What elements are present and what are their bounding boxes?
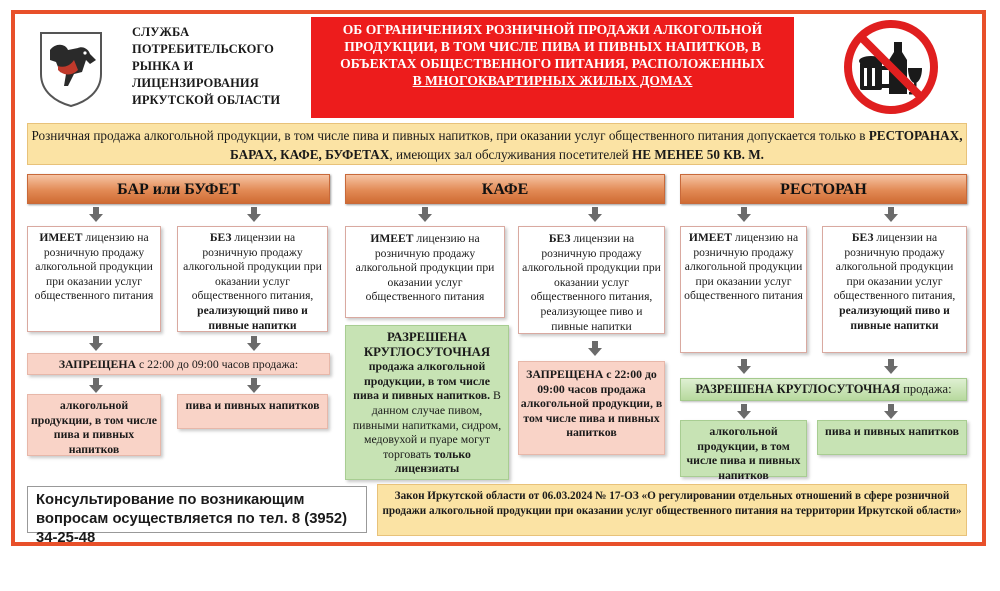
intro-area: НЕ МЕНЕЕ 50 КВ. М. xyxy=(632,147,764,162)
arrow-down-icon xyxy=(884,207,898,222)
arrow-down-icon xyxy=(89,336,103,351)
coat-of-arms-icon xyxy=(38,30,104,108)
cafe-ban: ЗАПРЕЩЕНА с 22:00 до 09:00 часов продажа алкогольной продукции, в том числе пива и пивных напитков xyxy=(518,361,665,455)
cafe-allowed: РАЗРЕШЕНА КРУГЛОСУТОЧНАЯ продажа алкогольной продукции, в том числе пива и пивных напитков. В данном случае пивом, пивными напитками, сидром, медовухой и пуаре могут торговать только лицензиаты xyxy=(345,325,509,480)
heading-restaurant: РЕСТОРАН xyxy=(680,174,967,204)
arrow-down-icon xyxy=(89,378,103,393)
arrow-down-icon xyxy=(247,378,261,393)
intro-places: РЕСТОРАНАХ, БАРАХ, КАФЕ, БУФЕТАХ xyxy=(230,128,963,162)
arrow-down-icon xyxy=(737,404,751,419)
restaurant-no-license: БЕЗ лицензии на розничную продажу алкогольной продукции при оказании услуг общественного питания, реализующий пиво и пивные напитки xyxy=(822,226,967,353)
arrow-down-icon xyxy=(884,404,898,419)
arrow-down-icon xyxy=(89,207,103,222)
arrow-down-icon xyxy=(418,207,432,222)
bar-ban: ЗАПРЕЩЕНА с 22:00 до 09:00 часов продажа: xyxy=(27,353,330,375)
arrow-down-icon xyxy=(247,207,261,222)
title-main: ОБ ОГРАНИЧЕНИЯХ РОЗНИЧНОЙ ПРОДАЖИ АЛКОГОЛЬНОЙ ПРОДУКЦИИ, В ТОМ ЧИСЛЕ ПИВА И ПИВНЫХ НАПИТКОВ, В ОБЪЕКТАХ ОБЩЕСТВЕННОГО ПИТАНИЯ, РАСПОЛОЖЕННЫХ xyxy=(340,22,765,71)
cafe-has-license: ИМЕЕТ лицензию на розничную продажу алкогольной продукции при оказании услуг общественного питания xyxy=(345,226,505,318)
cafe-no-license: БЕЗ лицензии на розничную продажу алкогольной продукции при оказании услуг общественного питания, реализующее пиво и пивные напитки xyxy=(518,226,665,334)
restaurant-allowed: РАЗРЕШЕНА КРУГЛОСУТОЧНАЯ продажа: xyxy=(680,378,967,401)
arrow-down-icon xyxy=(884,359,898,374)
bar-result-alcohol: алкогольной продукции, в том числе пива и пивных напитков xyxy=(27,394,161,456)
restaurant-has-license: ИМЕЕТ лицензию на розничную продажу алкогольной продукции при оказании услуг общественного питания xyxy=(680,226,807,353)
no-alcohol-icon xyxy=(842,18,940,116)
heading-bar: БАР или БУФЕТ xyxy=(27,174,330,204)
org-name: СЛУЖБА ПОТРЕБИТЕЛЬСКОГО РЫНКА И ЛИЦЕНЗИРОВАНИЯ ИРКУТСКОЙ ОБЛАСТИ xyxy=(132,25,281,107)
consult-phone: Консультирование по возникающим вопросам осуществляется по тел. 8 (3952) 34-25-48 xyxy=(27,486,367,533)
bar-has-license: ИМЕЕТ лицензию на розничную продажу алкогольной продукции при оказании услуг общественного питания xyxy=(27,226,161,332)
arrow-down-icon xyxy=(737,207,751,222)
arrow-down-icon xyxy=(247,336,261,351)
arrow-down-icon xyxy=(588,207,602,222)
law-reference: Закон Иркутской области от 06.03.2024 № 17-ОЗ «О регулировании отдельных отношений в сфере розничной продажи алкогольной продукции при оказании услуг общественного питания на территории Иркутской области» xyxy=(377,484,967,536)
bar-no-license: БЕЗ лицензии на розничную продажу алкогольной продукции при оказании услуг общественного питания, реализующий пиво и пивные напитки xyxy=(177,226,328,332)
restaurant-result-beer: пива и пивных напитков xyxy=(817,420,967,455)
intro-text: Розничная продажа алкогольной продукции, в том числе пива и пивных напитков, при оказании услуг общественного питания допускается только в РЕСТОРАНАХ, БАРАХ, КАФЕ, БУФЕТАХ, имеющих зал обслуживания посетителей НЕ МЕНЕЕ 50 КВ. М. xyxy=(27,123,967,165)
bar-result-beer: пива и пивных напитков xyxy=(177,394,328,429)
arrow-down-icon xyxy=(588,341,602,356)
restaurant-result-alcohol: алкогольной продукции, в том числе пива и пивных напитков xyxy=(680,420,807,477)
heading-cafe: КАФЕ xyxy=(345,174,665,204)
title-underlined: В МНОГОКВАРТИРНЫХ ЖИЛЫХ ДОМАХ xyxy=(412,73,693,88)
poster-title xyxy=(311,17,794,118)
arrow-down-icon xyxy=(737,359,751,374)
